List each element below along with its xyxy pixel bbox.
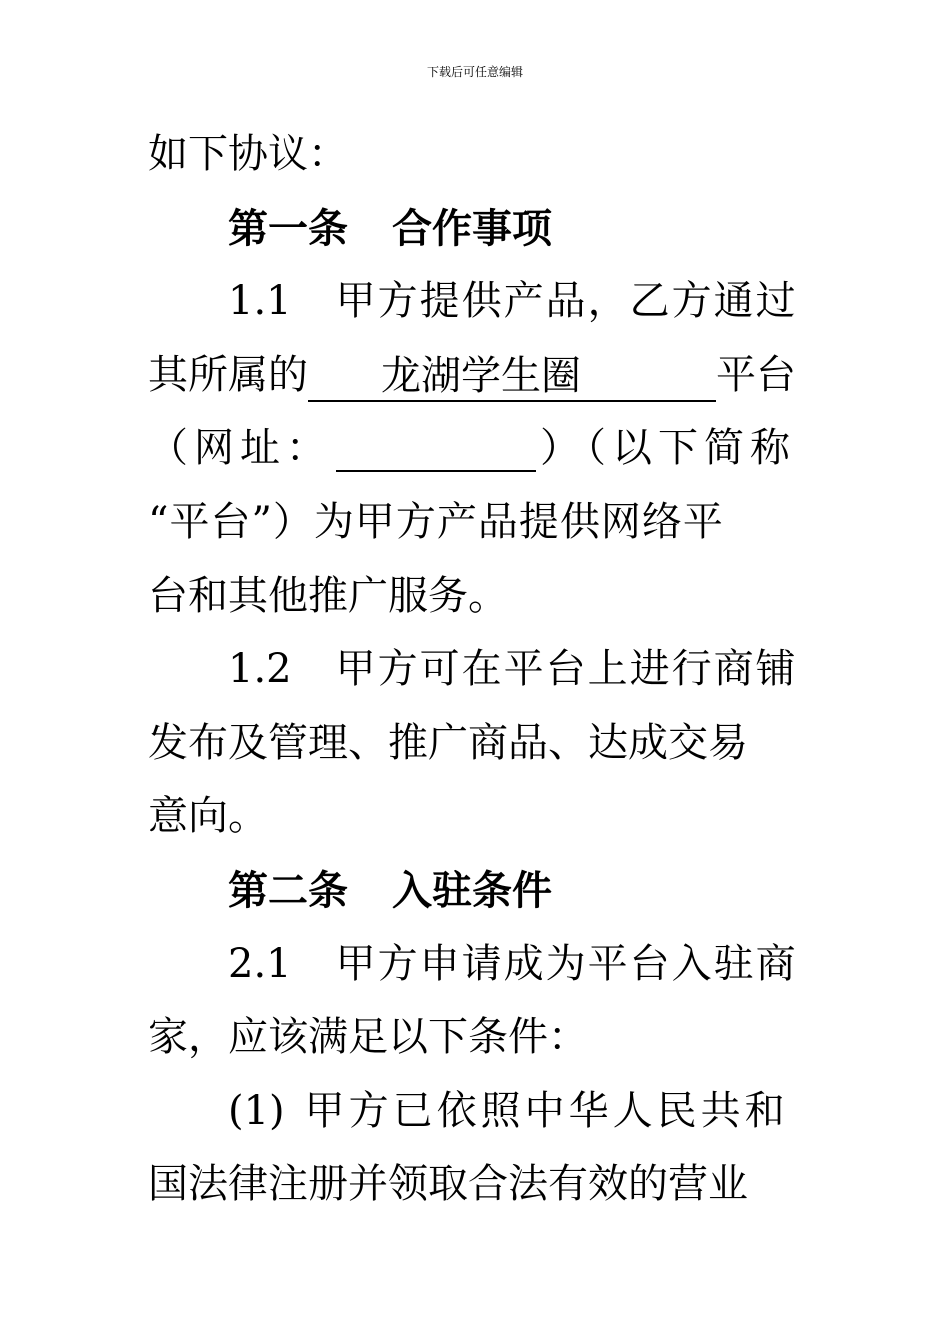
clause-1-2-line-3	[148, 780, 808, 854]
platform-name-blank	[308, 350, 716, 402]
clause-2-1-number: 2.1	[228, 940, 292, 987]
article-1-number: 第一条	[228, 204, 348, 252]
item-1-number: (1)	[228, 1087, 285, 1134]
clause-1-1-line-2-prefix: 其所属的	[148, 351, 308, 398]
clause-1-1-line-3-suffix: ）（以下简称	[540, 425, 796, 472]
item-1-text-1: 甲方已依照中华人民共和	[304, 1087, 789, 1134]
intro-line	[148, 118, 808, 192]
clause-2-1-text-2: 家，应该满足以下条件：	[148, 1014, 588, 1061]
clause-2-1-line-2	[148, 1001, 808, 1075]
document-body	[148, 118, 808, 1222]
article-2-title: 入驻条件	[392, 866, 552, 914]
article-1-heading	[148, 192, 808, 266]
intro-text: 如下协议：	[148, 131, 348, 177]
clause-1-1-text-4: “平台”）为甲方产品提供网络平	[148, 498, 724, 545]
clause-1-1-line-3-prefix: （网址：	[148, 425, 332, 472]
article-2-number: 第二条	[228, 866, 348, 914]
item-1-line-1	[148, 1075, 808, 1149]
page-header-note: 下载后可任意编辑	[426, 65, 523, 79]
clause-1-2-text-1: 甲方可在平台上进行商铺	[335, 646, 798, 693]
clause-1-1-line-3	[148, 412, 808, 486]
clause-1-2-number: 1.2	[228, 646, 292, 693]
platform-name-value: 龙湖学生圈	[381, 352, 581, 399]
clause-1-1-line-2-suffix: 平台	[716, 351, 796, 398]
clause-1-1-line-1	[148, 265, 808, 339]
clause-1-1-text-1: 甲方提供产品，乙方通过	[335, 278, 798, 325]
clause-1-2-text-3: 意向。	[148, 793, 268, 840]
clause-1-2-text-2: 发布及管理、推广商品、达成交易	[148, 719, 748, 766]
clause-2-1-line-1	[148, 928, 808, 1002]
clause-1-1-line-4	[148, 486, 808, 560]
article-1-title: 合作事项	[392, 204, 552, 252]
website-blank	[336, 426, 536, 472]
clause-1-1-line-2	[148, 339, 808, 413]
article-2-heading	[148, 854, 808, 928]
clause-1-2-line-2	[148, 707, 808, 781]
clause-2-1-text-1: 甲方申请成为平台入驻商	[335, 940, 798, 987]
clause-1-2-line-1	[148, 633, 808, 707]
clause-1-1-number: 1.1	[228, 278, 292, 325]
clause-1-1-text-5: 台和其他推广服务。	[148, 572, 508, 619]
clause-1-1-line-5	[148, 560, 808, 634]
item-1-text-2: 国法律注册并领取合法有效的营业	[148, 1161, 748, 1208]
item-1-line-2	[148, 1148, 808, 1222]
